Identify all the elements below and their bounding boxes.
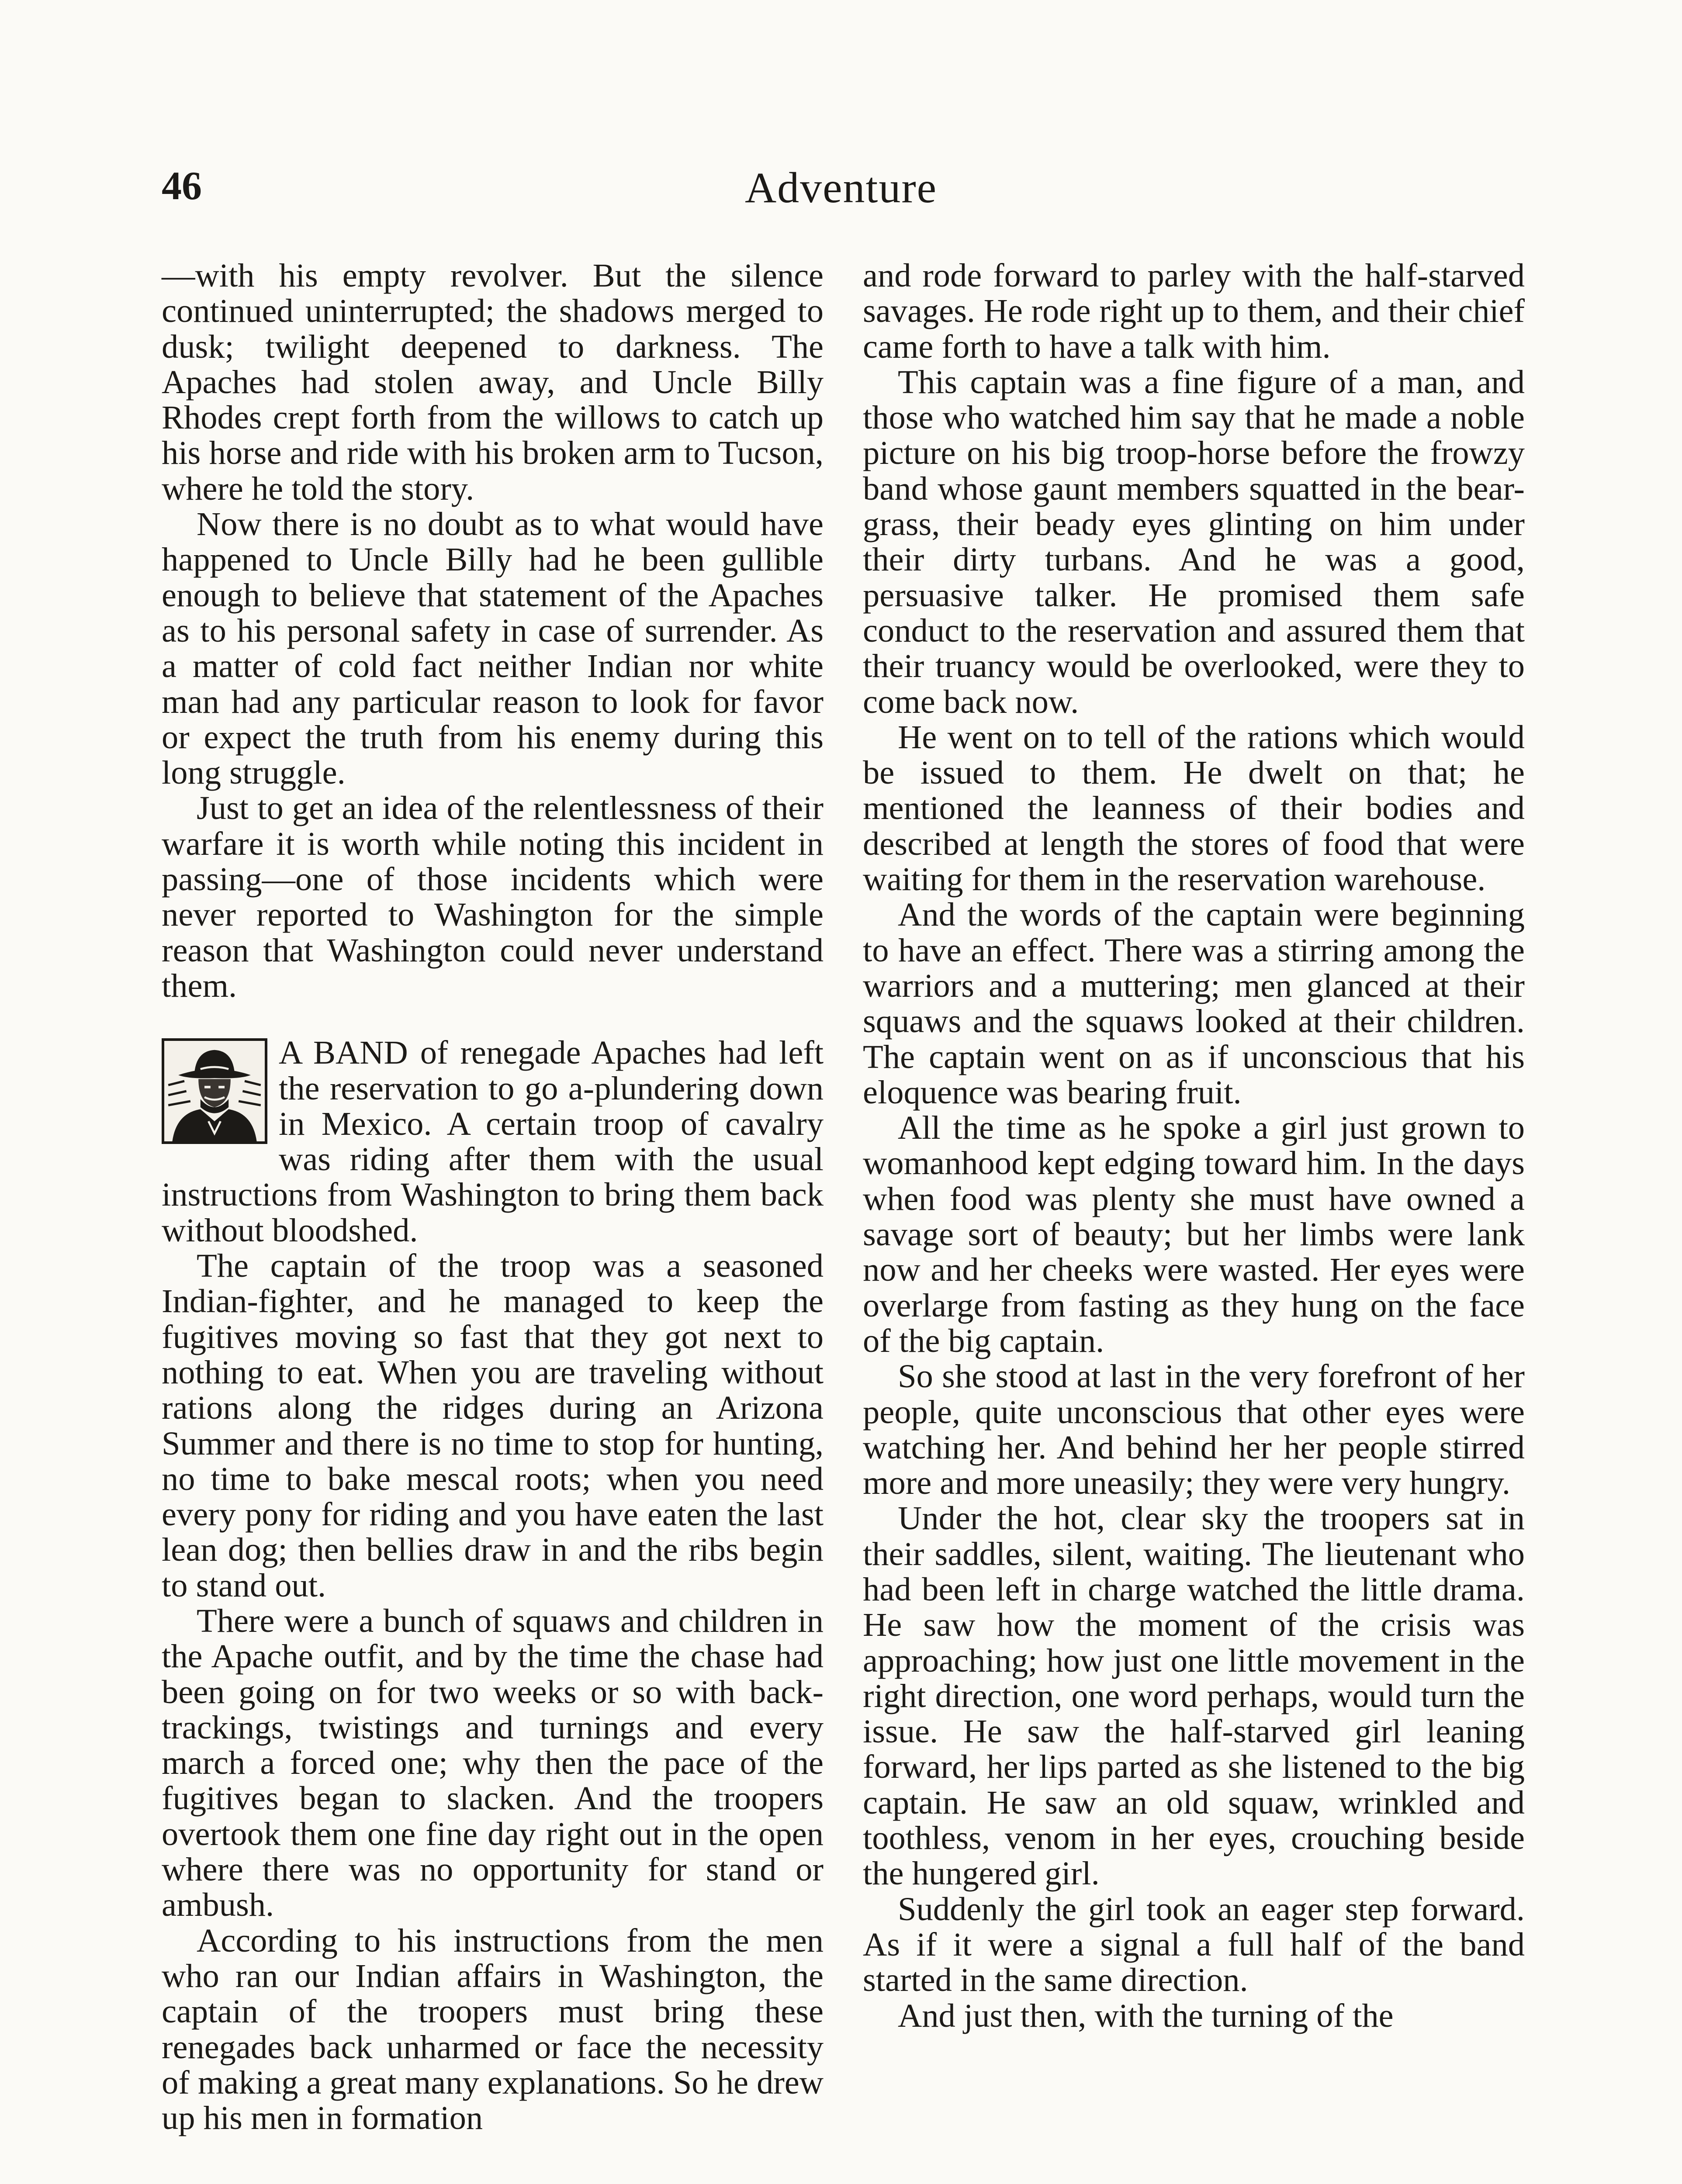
right-column (863, 258, 1525, 2033)
paragraph: According to his instructions from the men who ran our Indian affairs in Washington, the captain of the troopers must bring these renegades back unharmed or face the necessity of making a great many explanations. So he drew up his men in formation (162, 1921, 824, 2137)
paragraph: He went on to tell of the rations which would be issued to them. He dwelt on that; he mentioned the leanness of their bodies and described at length the stores of food that were waiting for them in the reservation warehouse. (863, 718, 1525, 898)
paragraph: Just to get an idea of the relentlessness of their warfare it is worth while noting this incident in passing—one of those incidents which were never reported to Washington for the simple reason that Washington could never understand them. (162, 789, 824, 1004)
paragraph: A BAND of renegade Apaches had left the reservation to go a-plundering down in Mexico. A certain troop of cavalry was riding after them with the usual instructions from Washington to bring them back without bloodshed. (162, 1034, 824, 1249)
page-number: 46 (162, 163, 202, 208)
paragraph: The captain of the troop was a seasoned Indian-fighter, and he managed to keep the fugitives moving so fast that they got next to nothing to eat. When you are traveling without rations along the ridges during an Arizona Summer and there is no time to stop for hunting, no time to bake mescal roots; when you need every pony for riding and you have eaten the last lean dog; then bellies draw in and the ribs begin to stand out. (162, 1247, 824, 1604)
running-head: Adventure (744, 163, 938, 212)
paragraph: And just then, with the turning of the (898, 1997, 1394, 2034)
paragraph: This captain was a fine figure of a man, and those who watched him say that he made a noble picture on his big troop-horse before the frowzy band whose gaunt members squatted in the bear-grass, their beady eyes glinting on him under their dirty turbans. And he was a good, persuasive talker. He promised them safe conduct to the reservation and assured them that their truancy would be overlooked, were they to come back now. (863, 363, 1525, 720)
paragraph: Under the hot, clear sky the troopers sat in their saddles, silent, waiting. The lieutenant who had been left in charge watched the little drama. He saw how the moment of the crisis was approaching; how just one little movement in the right direction, one word perhaps, would turn the issue. He saw the half-starved girl leaning forward, her lips parted as she listened to the big captain. He saw an old squaw, wrinkled and toothless, venom in her eyes, crouching beside the hungered girl. (863, 1500, 1525, 1892)
paragraph: Suddenly the girl took an eager step forward. As if it were a signal a full half of the band started in the same direction. (863, 1890, 1525, 1999)
paragraph: All the time as he spoke a girl just grown to womanhood kept edging toward him. In the days when food was plenty she must have owned a savage sort of beauty; but her limbs were lank now and her cheeks were wasted. Her eyes were overlarge from fasting as they hung on the face of the big captain. (863, 1109, 1525, 1359)
paragraph: There were a bunch of squaws and children in the Apache outfit, and by the time the chase had been going on for two weeks or so with back-trackings, twistings and turnings and every march a forced one; why then the pace of the fugitives began to slacken. And the troopers overtook them one fine day right out in the open where there was no opportunity for stand or ambush. (162, 1602, 824, 1924)
paragraph: Now there is no doubt as to what would have happened to Uncle Billy had he been gullible enough to believe that statement of the Apaches as to his personal safety in case of surrender. As a matter of cold fact neither Indian nor white man had any particular reason to look for favor or expect the truth from his enemy during this long struggle. (162, 505, 824, 791)
cowboy-portrait-woodcut-icon (162, 1038, 267, 1144)
paragraph: and rode forward to parley with the half-starved savages. He rode right up to them, and their chief came forth to have a talk with him. (863, 257, 1525, 365)
paragraph: And the words of the captain were beginning to have an effect. There was a stirring among the warriors and a muttering; men glanced at their squaws and the squaws looked at their children. The captain went on as if unconscious that his eloquence was bearing fruit. (863, 896, 1525, 1111)
paragraph: —with his empty revolver. But the silence continued uninterrupted; the shadows merged to dusk; twilight deepened to darkness. The Apaches had stolen away, and Uncle Billy Rhodes crept forth from the willows to catch up his horse and ride with his broken arm to Tucson, where he told the story. (162, 257, 824, 507)
page-header (157, 162, 1525, 219)
paragraph: So she stood at last in the very forefront of her people, quite unconscious that other eyes were watching her. And behind her her people stirred more and more uneasily; they were very hungry. (863, 1358, 1525, 1502)
section-break (162, 1003, 824, 1035)
left-column (162, 258, 824, 2136)
